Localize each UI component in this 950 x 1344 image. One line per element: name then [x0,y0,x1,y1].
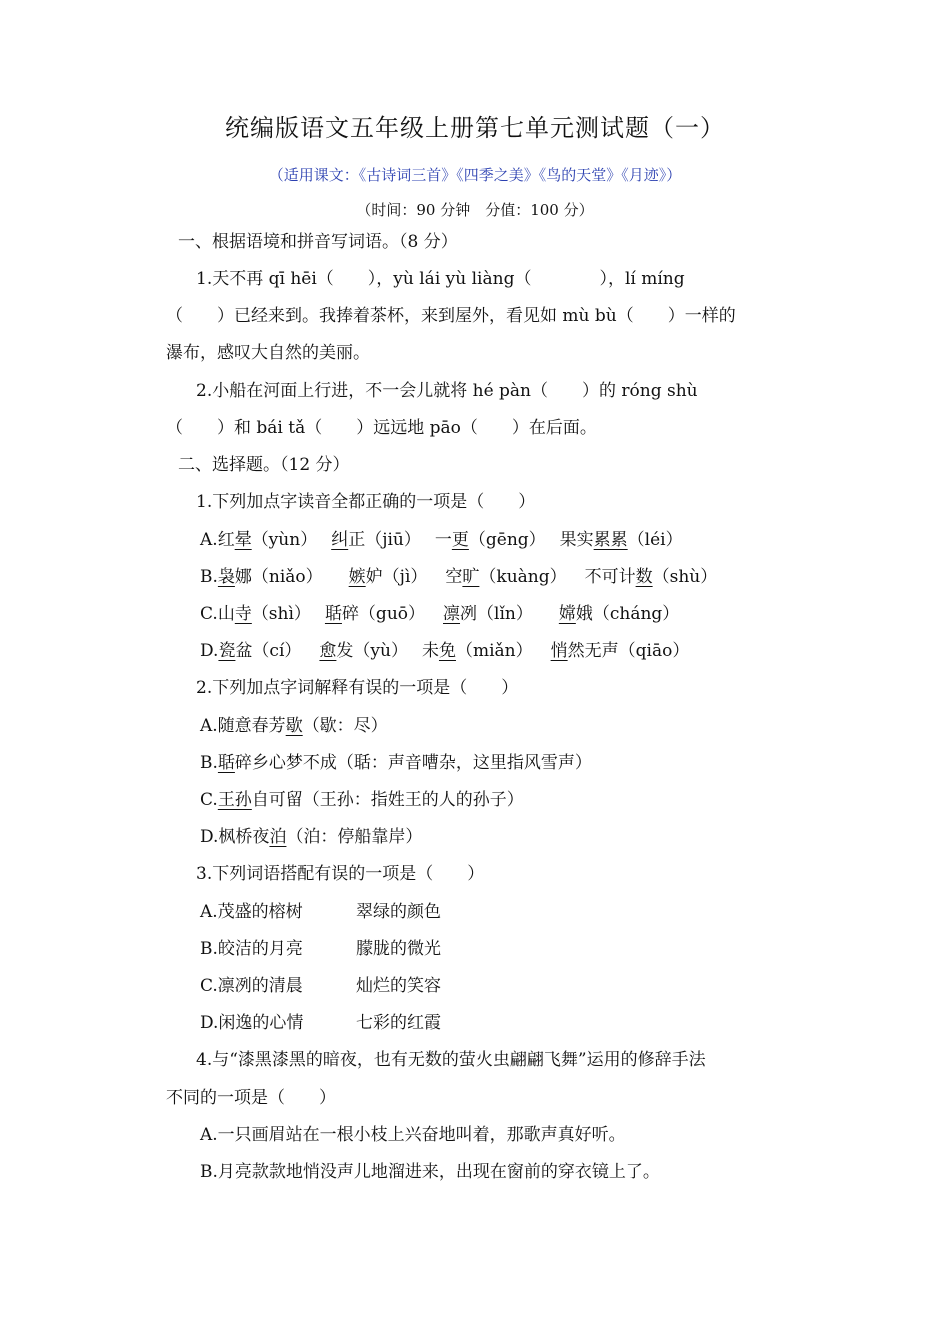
s2-q3-option-a: A.茂盛的榕树 [200,902,303,922]
s2-q3-option-d: D.闲逸的心情 [200,1013,304,1033]
dotted-char: 聒 [217,753,235,773]
section-2-heading: 二、选择题。（12 分） [178,455,350,475]
applicable-lessons: （适用课文：《古诗词三首》《四季之美》《鸟的天堂》《月迹》） [268,166,682,184]
s2-q4-option-a: A.一只画眉站在一根小枝上兴奋地叫着，那歌声真好听。 [200,1125,626,1145]
dotted-char: 嫦 [558,604,576,624]
dotted-char: 更 [451,530,469,550]
dotted-char: 瓷 [218,641,236,661]
s2-q4-option-b: B.月亮款款地悄没声儿地溜进来，出现在窗前的穿衣镜上了。 [200,1162,660,1182]
s2-q4-stem-line2: 不同的一项是（ ） [166,1088,336,1108]
dotted-char: 数 [635,567,653,587]
s2-q4-stem-line1: 4.与“漆黑漆黑的暗夜，也有无数的萤火虫翩翩飞舞”运用的修辞手法 [196,1050,706,1070]
s2-q1-option-a: A.红晕（yùn） 纠正（jiū） 一更（gēng） 果实累累（léi） [200,530,683,550]
s1-q1-line2: （ ）已经来到。我捧着茶杯，来到屋外，看见如 mù bù（ ）一样的 [166,306,736,326]
s2-q2-option-b: B.聒碎乡心梦不成（聒：声音嘈杂，这里指风雪声） [200,753,592,773]
dotted-char: 聒 [324,604,342,624]
dotted-char: 歇 [285,716,303,736]
s1-q2-line2: （ ）和 bái tǎ（ ）远远地 pāo（ ）在后面。 [166,418,597,438]
time-and-score: （时间：90 分钟 分值：100 分） [356,201,594,219]
s2-q1-stem: 1.下列加点字读音全都正确的一项是（ ） [196,492,536,512]
s2-q1-option-c: C.山寺（shì） 聒碎（guō） 凛冽（lǐn） 嫦娥（cháng） [200,604,680,624]
dotted-char: 晕 [234,530,252,550]
dotted-char: 凛 [443,604,461,624]
page-title: 统编版语文五年级上册第七单元测试题（一） [225,114,725,142]
s2-q2-option-a: A.随意春芳歇（歇：尽） [200,716,388,736]
s1-q1-line1: 1.天不再 qī hēi（ ），yù lái yù liàng（ ），lí míng [196,269,685,289]
dotted-char: 袅 [217,567,235,587]
option-prefix: B. [200,567,218,587]
s2-q3-option-d-pair: 七彩的红霞 [356,1013,441,1033]
dotted-char: 累累 [593,530,628,550]
s2-q2-stem: 2.下列加点字词解释有误的一项是（ ） [196,678,519,698]
s2-q3-option-c-pair: 灿烂的笑容 [356,976,441,996]
dotted-char: 愈 [319,641,337,661]
dotted-char: 泊 [269,827,287,847]
option-prefix: A. [200,530,218,550]
dotted-char: 纠 [331,530,349,550]
s2-q3-option-c: C.凛冽的清晨 [200,976,303,996]
section-1-heading: 一、根据语境和拼音写词语。（8 分） [178,232,458,252]
s2-q2-option-d: D.枫桥夜泊（泊：停船靠岸） [200,827,423,847]
s2-q2-option-c: C.王孙自可留（王孙：指姓王的人的孙子） [200,790,524,810]
dotted-char: 旷 [462,567,480,587]
s2-q3-option-b-pair: 朦胧的微光 [356,939,441,959]
s1-q1-line3: 瀑布，感叹大自然的美丽。 [166,343,370,363]
option-prefix: D. [200,641,219,661]
dotted-char: 王孙 [217,790,252,810]
s2-q1-option-d: D.瓷盆（cí） 愈发（yù） 未免（miǎn） 悄然无声（qiāo） [200,641,690,661]
dotted-char: 寺 [234,604,252,624]
s2-q3-option-b: B.皎洁的月亮 [200,939,303,959]
dotted-char: 嫉 [348,567,366,587]
s2-q3-stem: 3.下列词语搭配有误的一项是（ ） [196,864,485,884]
s1-q2-line1: 2.小船在河面上行进，不一会儿就将 hé pàn（ ）的 róng shù [196,381,698,401]
s2-q1-option-b: B.袅娜（niǎo） 嫉妒（jì） 空旷（kuàng） 不可计数（shù） [200,567,718,587]
option-prefix: C. [200,604,218,624]
dotted-char: 悄 [550,641,568,661]
dotted-char: 免 [438,641,456,661]
s2-q3-option-a-pair: 翠绿的颜色 [356,902,441,922]
